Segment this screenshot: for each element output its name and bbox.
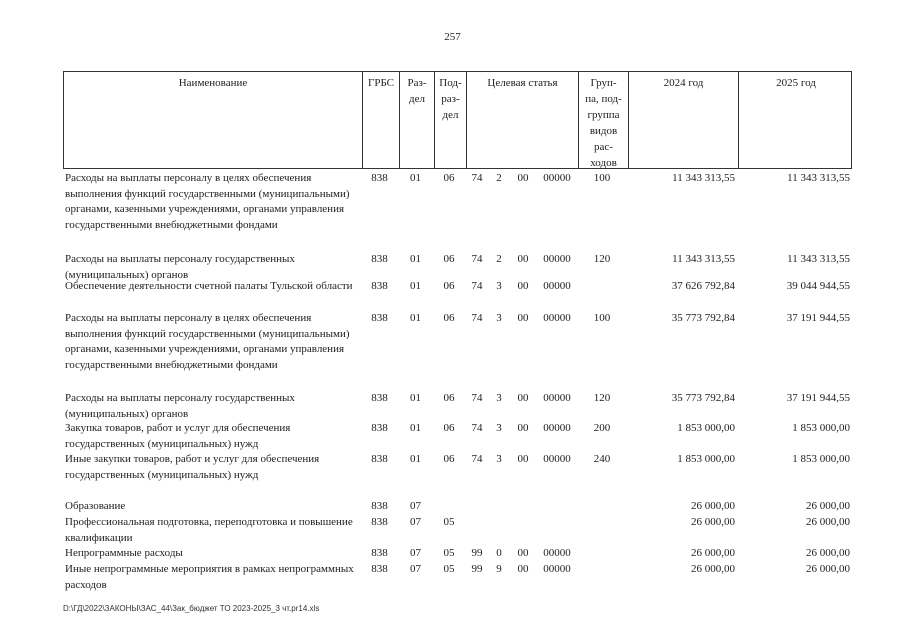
header-target-article: Целевая статья — [466, 72, 578, 168]
cell-target-4: 00000 — [543, 280, 571, 292]
cell-expense-group: 100 — [593, 312, 611, 324]
cell-2025: 26 000,00 — [806, 500, 850, 512]
cell-2025: 1 853 000,00 — [792, 453, 850, 465]
cell-2025: 26 000,00 — [806, 563, 850, 575]
cell-target-3: 00 — [517, 172, 529, 184]
cell-name: Непрограммные расходы — [65, 547, 183, 559]
cell-expense-group: 200 — [593, 422, 611, 434]
cell-podrazdel: 06 — [443, 280, 455, 292]
cell-target-2: 3 — [496, 392, 502, 404]
cell-2024: 35 773 792,84 — [671, 312, 735, 324]
cell-name: Иные непрограммные мероприятия в рамках непрограммных расходов — [65, 563, 354, 591]
cell-target-2: 3 — [496, 453, 502, 465]
cell-name: Расходы на выплаты персоналу государственных (муниципальных) органов — [65, 392, 295, 420]
cell-razdel: 01 — [410, 392, 421, 404]
cell-2025: 37 191 944,55 — [786, 392, 850, 404]
cell-2024: 26 000,00 — [691, 500, 735, 512]
cell-2024: 37 626 792,84 — [671, 280, 735, 292]
cell-podrazdel: 06 — [443, 172, 455, 184]
cell-target-2: 3 — [496, 422, 502, 434]
cell-podrazdel: 06 — [443, 453, 455, 465]
cell-podrazdel: 06 — [443, 312, 455, 324]
cell-target-1: 99 — [471, 563, 483, 575]
cell-grbs: 838 — [371, 516, 388, 528]
cell-target-1: 99 — [471, 547, 483, 559]
cell-target-1: 74 — [471, 172, 483, 184]
cell-grbs: 838 — [371, 563, 388, 575]
header-razdel: Раз- дел — [399, 72, 434, 168]
cell-target-4: 00000 — [543, 422, 571, 434]
cell-razdel: 01 — [410, 422, 421, 434]
cell-podrazdel: 05 — [443, 563, 455, 575]
cell-target-1: 74 — [471, 392, 483, 404]
cell-target-2: 3 — [496, 280, 502, 292]
cell-grbs: 838 — [371, 392, 388, 404]
cell-razdel: 07 — [410, 547, 421, 559]
cell-name: Расходы на выплаты персоналу в целях обеспечения выполнения функций государственными (муниципальными) органами, казенными учреждениями, органами управления государственными внебюджетными фондами — [65, 172, 350, 231]
cell-expense-group: 120 — [593, 253, 611, 265]
cell-target-1: 74 — [471, 422, 483, 434]
cell-expense-group: 240 — [593, 453, 611, 465]
cell-target-3: 00 — [517, 453, 529, 465]
cell-podrazdel: 06 — [443, 392, 455, 404]
cell-podrazdel: 05 — [443, 516, 455, 528]
cell-grbs: 838 — [371, 500, 388, 512]
header-podrazdel: Под- раз- дел — [434, 72, 466, 168]
cell-2024: 26 000,00 — [691, 516, 735, 528]
header-2024: 2024 год — [628, 72, 738, 168]
cell-expense-group: 120 — [593, 392, 611, 404]
cell-2024: 26 000,00 — [691, 563, 735, 575]
cell-name: Иные закупки товаров, работ и услуг для обеспечения государственных (муниципальных) нужд — [65, 453, 320, 481]
cell-razdel: 07 — [410, 500, 421, 512]
cell-target-2: 0 — [496, 547, 502, 559]
cell-name: Расходы на выплаты персоналу в целях обеспечения выполнения функций государственными (муниципальными) органами, казенными учреждениями, органами управления государственными внебюджетными фондами — [65, 312, 350, 371]
cell-grbs: 838 — [371, 547, 388, 559]
cell-name: Расходы на выплаты персоналу государственных (муниципальных) органов — [65, 253, 295, 281]
cell-2024: 11 343 313,55 — [672, 172, 735, 184]
cell-target-2: 2 — [496, 172, 502, 184]
cell-2025: 39 044 944,55 — [786, 280, 850, 292]
cell-2024: 26 000,00 — [691, 547, 735, 559]
cell-razdel: 01 — [410, 312, 421, 324]
header-expense-group: Груп- па, под- группа видов рас- ходов — [578, 72, 628, 168]
cell-podrazdel: 06 — [443, 253, 455, 265]
budget-table — [63, 71, 852, 591]
cell-target-2: 3 — [496, 312, 502, 324]
cell-target-4: 00000 — [543, 172, 571, 184]
cell-2025: 11 343 313,55 — [787, 253, 850, 265]
header-grbs: ГРБС — [362, 72, 399, 168]
page-number: 257 — [444, 31, 461, 43]
cell-razdel: 01 — [410, 453, 421, 465]
cell-2024: 11 343 313,55 — [672, 253, 735, 265]
cell-target-4: 00000 — [543, 312, 571, 324]
cell-target-4: 00000 — [543, 453, 571, 465]
cell-name: Профессиональная подготовка, переподготовка и повышение квалификации — [65, 516, 353, 544]
cell-target-4: 00000 — [543, 392, 571, 404]
cell-target-1: 74 — [471, 280, 483, 292]
cell-2024: 1 853 000,00 — [677, 453, 735, 465]
cell-target-3: 00 — [517, 392, 529, 404]
cell-target-4: 00000 — [543, 253, 571, 265]
cell-target-4: 00000 — [543, 563, 571, 575]
cell-name: Закупка товаров, работ и услуг для обеспечения государственных (муниципальных) нужд — [65, 422, 291, 450]
cell-grbs: 838 — [371, 280, 388, 292]
cell-podrazdel: 05 — [443, 547, 455, 559]
cell-target-3: 00 — [517, 280, 529, 292]
cell-target-2: 2 — [496, 253, 502, 265]
cell-name: Обеспечение деятельности счетной палаты Тульской области — [65, 280, 353, 292]
cell-razdel: 07 — [410, 563, 421, 575]
cell-target-3: 00 — [517, 312, 529, 324]
cell-target-3: 00 — [517, 563, 529, 575]
cell-target-1: 74 — [471, 312, 483, 324]
cell-grbs: 838 — [371, 253, 388, 265]
cell-2025: 26 000,00 — [806, 516, 850, 528]
cell-grbs: 838 — [371, 312, 388, 324]
cell-grbs: 838 — [371, 172, 388, 184]
cell-target-3: 00 — [517, 422, 529, 434]
file-path: D:\ГД\2022\ЗАКОНЫ\ЗАС_44\Зак_бюджет ТО 2023-2025_3 чт.pr14.xls — [63, 604, 320, 613]
cell-2025: 37 191 944,55 — [786, 312, 850, 324]
cell-target-1: 74 — [471, 253, 483, 265]
cell-grbs: 838 — [371, 422, 388, 434]
cell-razdel: 07 — [410, 516, 421, 528]
cell-grbs: 838 — [371, 453, 388, 465]
cell-2024: 35 773 792,84 — [671, 392, 735, 404]
cell-target-4: 00000 — [543, 547, 571, 559]
cell-target-3: 00 — [517, 547, 529, 559]
cell-target-3: 00 — [517, 253, 529, 265]
header-2025: 2025 год — [738, 72, 853, 168]
cell-razdel: 01 — [410, 253, 421, 265]
cell-2024: 1 853 000,00 — [677, 422, 735, 434]
cell-podrazdel: 06 — [443, 422, 455, 434]
cell-razdel: 01 — [410, 280, 421, 292]
cell-target-1: 74 — [471, 453, 483, 465]
cell-2025: 11 343 313,55 — [787, 172, 850, 184]
cell-razdel: 01 — [410, 172, 421, 184]
header-name: Наименование — [178, 77, 248, 89]
cell-expense-group: 100 — [593, 172, 611, 184]
cell-2025: 1 853 000,00 — [792, 422, 850, 434]
cell-target-2: 9 — [496, 563, 502, 575]
cell-name: Образование — [65, 500, 126, 512]
cell-2025: 26 000,00 — [806, 547, 850, 559]
table-header — [63, 71, 852, 169]
